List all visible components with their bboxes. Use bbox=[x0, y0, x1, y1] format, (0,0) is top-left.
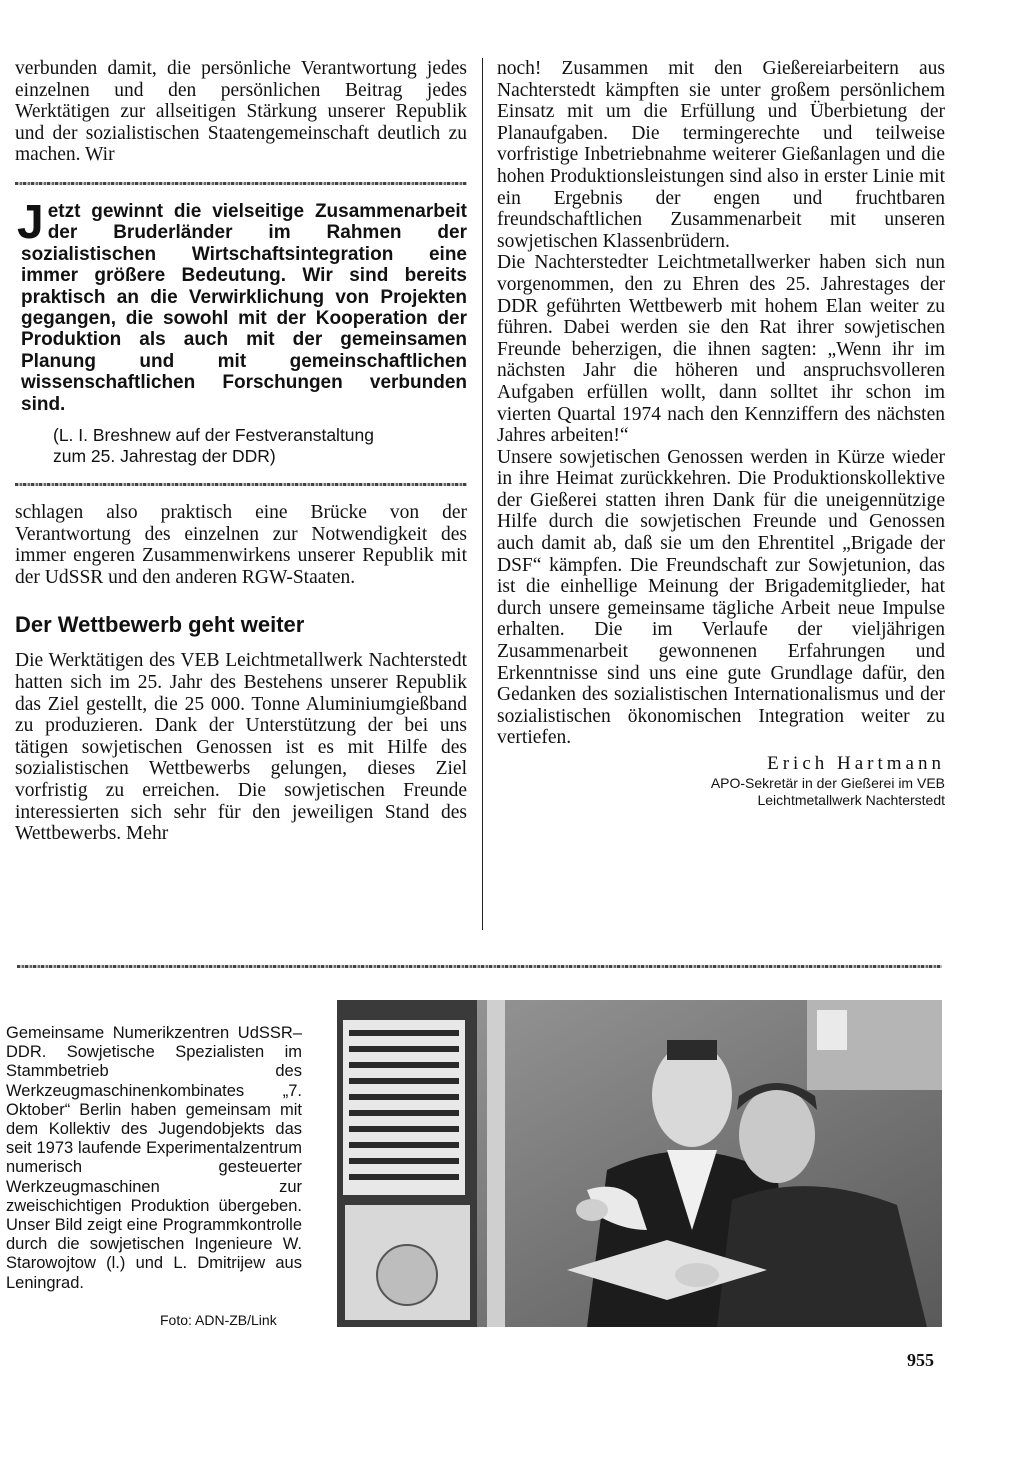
photo-credit: Foto: ADN-ZB/Link bbox=[160, 1312, 277, 1328]
left-column bbox=[15, 58, 467, 845]
signature-role-line-1: APO-Sekretär in der Gießerei im VEB bbox=[710, 774, 945, 791]
breshnew-quote bbox=[15, 195, 467, 415]
page-number: 955 bbox=[907, 1350, 934, 1370]
right-paragraph-2: Die Nachterstedter Leichtmetallwerker haben sich nun vorgenommen, den zu Ehren des 25. Jahrestages der DDR geführten Wettbewerb mit hohem Elan weiter zu führen. Dabei werden sie den Rat ihrer sowjetischen Freunde beherzigen, die ihnen sagten: „Wenn ihr im nächsten Jahr die höheren und anspruchsvolleren Aufgaben erfüllen wollt, dann solltet ihr schon im vierten Quartal 1974 nach den Kennziffern des nächsten Jahres arbeiten!“ bbox=[497, 252, 945, 447]
photo-caption: Gemeinsame Numerikzentren UdSSR–DDR. Sowjetische Spezialisten im Stammbetrieb des Werkzeugmaschinenkombinates „7. Oktober“ Berlin haben gemeinsam mit dem Kollektiv des Jugendobjekts das seit 1973 laufende Experimentalzentrum numerisch gesteuerter Werkzeugmaschinen zur zweischichtigen Produktion übergeben. Unser Bild zeigt eine Programmkontrolle durch die sowjetischen Ingenieure W. Starowojtow (l.) und L. Dmitrijew aus Leningrad. bbox=[6, 1024, 302, 1292]
after-quote-paragraph: schlagen also praktisch eine Brücke von der Verantwortung des einzelnen zur Notwendigkeit des immer engeren Zusammenwirkens unserer Republik mit der UdSSR und den anderen RGW-Staaten. bbox=[15, 502, 467, 588]
quote-bottom-rule bbox=[15, 483, 467, 486]
quote-attribution-line-2: zum 25. Jahrestag der DDR) bbox=[53, 446, 276, 467]
quote-text: etzt gewinnt die vielseitige Zusammenarbeit der Bruderländer im Rahmen der sozialistischen Wirtschaftsintegration eine immer größere Bedeutung. Wir sind bereits praktisch an die Verwirklichung von Projekten gegangen, die sowohl mit der Kooperation der Produktion als auch mit der gemeinsamen Planung und mit gemeinschaftlichen wissenschaftlichen Forschungen verbunden sind. bbox=[21, 200, 467, 415]
section-paragraph: Die Werktätigen des VEB Leichtmetallwerk Nachterstedt hatten sich im 25. Jahr des Bestehens unserer Republik das Ziel gestellt, die 25 000. Tonne Aluminiumgießband zu produzieren. Dank der Unterstützung der bei uns tätigen sowjetischen Genossen ist es mit Hilfe des sozialistischen Wettbewerbs gelungen, dieses Ziel vorfristig zu erreichen. Die sowjetischen Freunde interessierten sich sehr für den jeweiligen Stand des Wettbewerbs. Mehr bbox=[15, 650, 467, 845]
section-heading: Der Wettbewerb geht weiter bbox=[15, 612, 305, 638]
quote-drop-cap: J bbox=[17, 195, 44, 249]
column-divider bbox=[482, 58, 483, 930]
right-paragraph-3: Unsere sowjetischen Genossen werden in Kürze wieder in ihre Heimat zurückkehren. Die Produktionskollektive der Gießerei statten ihren Dank für die uneigennützige Hilfe durch die sowjetischen Freunde und Genossen auch damit ab, daß sie um den Ehrentitel „Brigade der DSF“ kämpfen. Die Freundschaft zur Sowjetunion, das ist die einhellige Meinung der Brigademitglieder, hat durch unsere gemeinsame tägliche Arbeit neue Impulse erhalten. Die im Verlaufe der vieljährigen Zusammenarbeit gewonnenen Erfahrungen und Erkenntnisse sind uns eine gute Grundlage dafür, den Gedanken des sozialistischen Internationalismus und der sozialistischen ökonomischen Integration weiter zu vertiefen. bbox=[497, 446, 945, 749]
engineers-photo bbox=[337, 1000, 942, 1327]
right-column bbox=[497, 58, 945, 809]
right-paragraph-1: noch! Zusammen mit den Gießereiarbeitern aus Nachterstedt kämpften sie unter großem persönlichem Einsatz mit um die Erfüllung und Überbietung der Planaufgaben. Die termingerechte und teilweise vorfristige Inbetriebnahme weiterer Gießanlagen und die hohen Produktionsleistungen sind also in erster Linie mit ein Ergebnis der engen und fruchtbaren freundschaftlichen Zusammenarbeit mit unseren sowjetischen Klassenbrüdern. bbox=[497, 58, 945, 252]
quote-top-rule bbox=[15, 182, 467, 185]
bottom-divider bbox=[17, 965, 942, 968]
intro-paragraph: verbunden damit, die persönliche Verantwortung jedes einzelnen und den persönlichen Beitrag jedes Werktätigen zur allseitigen Stärkung unserer Republik und der sozialistischen Staatengemeinschaft deutlich zu machen. Wir bbox=[15, 58, 467, 166]
quote-attribution bbox=[53, 425, 467, 467]
photo-illustration bbox=[337, 1000, 942, 1327]
quote-attribution-line-1: (L. I. Breshnew auf der Festveranstaltung bbox=[53, 425, 374, 446]
signature-role-line-2: Leichtmetallwerk Nachterstedt bbox=[757, 791, 945, 808]
signature-name: Erich Hartmann bbox=[767, 753, 945, 774]
